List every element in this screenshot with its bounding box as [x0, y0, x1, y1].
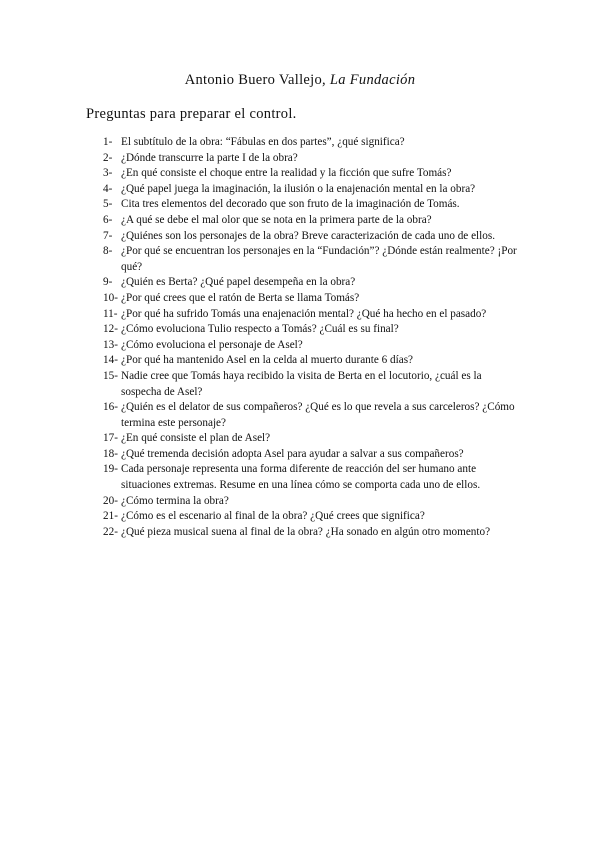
question-number: 16- [103, 401, 118, 414]
question-number: 8- [103, 245, 113, 258]
question-text: ¿Por qué se encuentran los personajes en la “Fundación”? ¿Dónde están realmente? ¡Por qué? [121, 245, 517, 273]
question-item [103, 182, 523, 198]
question-number: 11- [103, 307, 118, 320]
question-number: 2- [103, 151, 113, 164]
question-text: Nadie cree que Tomás haya recibido la visita de Berta en el locutorio, ¿cuál es la sospecha de Asel? [121, 369, 482, 398]
question-item [103, 525, 523, 541]
question-item [103, 135, 523, 151]
question-text: Cita tres elementos del decorado que son fruto de la imaginación de Tomás. [121, 198, 460, 211]
question-text: ¿Quién es el delator de sus compañeros? ¿Qué es lo que revela a sus carceleros? ¿Cómo termina este personaje? [121, 401, 515, 429]
question-item [103, 431, 523, 447]
question-text: El subtítulo de la obra: “Fábulas en dos partes”, ¿qué significa? [121, 136, 405, 148]
question-text: ¿En qué consiste el plan de Asel? [121, 432, 271, 445]
question-number: 22- [103, 525, 118, 538]
question-text: ¿Qué pieza musical suena al final de la obra? ¿Ha sonado en algún otro momento? [121, 525, 491, 538]
question-text: ¿A qué se debe el mal olor que se nota en la primera parte de la obra? [121, 213, 432, 226]
question-number: 1- [103, 136, 113, 148]
question-text: ¿Cómo termina la obra? [121, 494, 229, 507]
question-list [103, 135, 523, 540]
question-text: ¿Dónde transcurre la parte I de la obra? [121, 151, 298, 164]
question-number: 6- [103, 213, 113, 226]
question-text: ¿Qué tremenda decisión adopta Asel para ayudar a salvar a sus compañeros? [121, 447, 464, 460]
question-item [103, 244, 523, 275]
question-number: 21- [103, 510, 118, 523]
question-number: 7- [103, 229, 113, 242]
question-item [103, 322, 523, 338]
question-number: 18- [103, 447, 118, 460]
question-number: 20- [103, 494, 118, 507]
question-item [103, 197, 523, 213]
question-number: 13- [103, 338, 118, 351]
question-text: ¿Por qué ha mantenido Asel en la celda al muerto durante 6 días? [121, 354, 414, 367]
question-text: ¿Cómo evoluciona Tulio respecto a Tomás? ¿Cuál es su final? [121, 323, 399, 336]
question-number: 10- [103, 291, 118, 304]
question-item [103, 275, 523, 291]
question-item [103, 166, 523, 182]
question-item [103, 151, 523, 167]
question-text: ¿En qué consiste el choque entre la realidad y la ficción que sufre Tomás? [121, 167, 452, 180]
question-item [103, 400, 523, 431]
question-number: 15- [103, 369, 118, 382]
question-text: ¿Quiénes son los personajes de la obra? Breve caracterización de cada uno de ellos. [121, 229, 495, 242]
section-heading: Preguntas para preparar el control. [86, 106, 297, 122]
question-number: 5- [103, 198, 113, 211]
document-title [0, 72, 600, 89]
question-item [103, 494, 523, 510]
question-item [103, 509, 523, 525]
question-number: 4- [103, 182, 113, 195]
question-item [103, 447, 523, 463]
question-number: 17- [103, 432, 118, 445]
question-item [103, 462, 523, 493]
question-number: 14- [103, 354, 118, 367]
question-item [103, 213, 523, 229]
question-text: ¿Por qué ha sufrido Tomás una enajenación mental? ¿Qué ha hecho en el pasado? [121, 307, 487, 320]
question-item [103, 369, 523, 400]
question-text: ¿Cómo evoluciona el personaje de Asel? [121, 338, 303, 351]
question-text: ¿Qué papel juega la imaginación, la ilusión o la enajenación mental en la obra? [121, 182, 476, 195]
question-text: ¿Cómo es el escenario al final de la obra? ¿Qué crees que significa? [121, 510, 425, 523]
question-item [103, 229, 523, 245]
question-text: ¿Por qué crees que el ratón de Berta se llama Tomás? [121, 291, 360, 304]
question-number: 3- [103, 167, 113, 180]
question-text: Cada personaje representa una forma diferente de reacción del ser humano ante situaciones extremas. Resume en una línea cómo se comporta cada uno de ellos. [121, 463, 481, 492]
question-text: ¿Quién es Berta? ¿Qué papel desempeña en la obra? [121, 276, 356, 289]
question-number: 12- [103, 323, 118, 336]
work-title: La Fundación [329, 72, 416, 88]
question-number: 9- [103, 276, 113, 289]
question-number: 19- [103, 463, 118, 476]
author-name: Antonio Buero Vallejo, [184, 72, 326, 88]
question-item [103, 291, 523, 307]
question-item [103, 338, 523, 354]
question-item [103, 353, 523, 369]
question-item [103, 307, 523, 323]
